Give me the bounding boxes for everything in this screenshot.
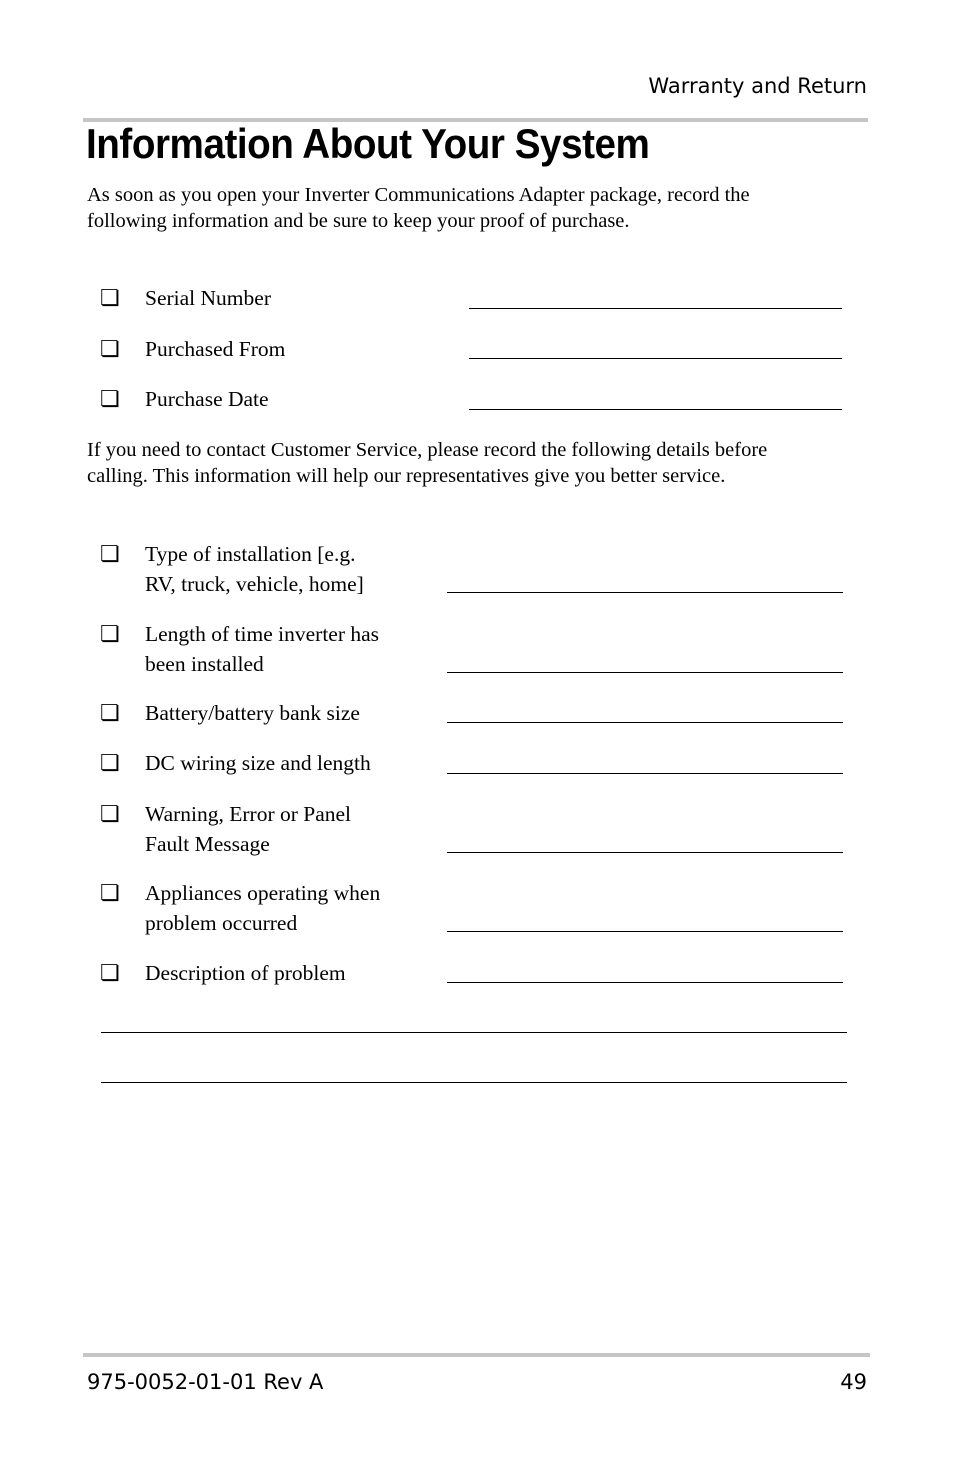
problem-description-extra-line-1[interactable] bbox=[101, 1032, 847, 1033]
item-label: Battery/battery bank size bbox=[145, 701, 360, 725]
checkbox-icon[interactable]: ❏ bbox=[100, 336, 120, 361]
purchased-from-answer-line[interactable] bbox=[469, 358, 842, 359]
checkbox-icon[interactable]: ❏ bbox=[100, 960, 120, 985]
checkbox-icon[interactable]: ❏ bbox=[100, 386, 120, 411]
dc-wiring-answer-line[interactable] bbox=[447, 773, 843, 774]
checkbox-icon[interactable]: ❏ bbox=[100, 880, 120, 905]
installation-type-answer-line[interactable] bbox=[447, 592, 843, 593]
serial-number-answer-line[interactable] bbox=[469, 308, 842, 309]
item-label: Purchase Date bbox=[145, 387, 269, 411]
checkbox-icon[interactable]: ❏ bbox=[100, 801, 120, 826]
fault-message-answer-line[interactable] bbox=[447, 852, 843, 853]
checkbox-icon[interactable]: ❏ bbox=[100, 285, 120, 310]
battery-size-answer-line[interactable] bbox=[447, 722, 843, 723]
item-label: Description of problem bbox=[145, 961, 346, 985]
intro-paragraph-2 bbox=[87, 437, 857, 489]
page-number: 49 bbox=[840, 1370, 867, 1394]
checkbox-icon[interactable]: ❏ bbox=[100, 700, 120, 725]
intro-1-line-1: As soon as you open your Inverter Communications Adapter package, record the bbox=[87, 184, 750, 206]
page-title: Information About Your System bbox=[86, 120, 650, 167]
purchase-date-answer-line[interactable] bbox=[469, 409, 842, 410]
running-header: Warranty and Return bbox=[648, 74, 867, 98]
checkbox-icon[interactable]: ❏ bbox=[100, 621, 120, 646]
intro-2-line-2: calling. This information will help our representatives give you better service. bbox=[87, 465, 726, 487]
checkbox-icon[interactable]: ❏ bbox=[100, 750, 120, 775]
appliances-answer-line[interactable] bbox=[447, 931, 843, 932]
intro-paragraph-1 bbox=[87, 182, 857, 234]
footer-rule bbox=[83, 1353, 870, 1357]
item-label: Length of time inverter has been installed bbox=[145, 622, 380, 676]
item-label: Warning, Error or Panel Fault Message bbox=[145, 802, 352, 856]
intro-2-line-1: If you need to contact Customer Service, please record the following details before bbox=[87, 439, 768, 461]
item-label: Appliances operating when problem occurred bbox=[145, 881, 381, 935]
item-label: Type of installation [e.g. RV, truck, vehicle, home] bbox=[145, 542, 364, 596]
install-duration-answer-line[interactable] bbox=[447, 672, 843, 673]
item-label: Purchased From bbox=[145, 337, 286, 361]
item-label: DC wiring size and length bbox=[145, 751, 371, 775]
item-label: Serial Number bbox=[145, 286, 271, 310]
problem-description-extra-line-2[interactable] bbox=[101, 1082, 847, 1083]
problem-description-answer-line[interactable] bbox=[447, 982, 843, 983]
checkbox-icon[interactable]: ❏ bbox=[100, 541, 120, 566]
intro-1-line-2: following information and be sure to keep your proof of purchase. bbox=[87, 210, 630, 232]
document-number: 975-0052-01-01 Rev A bbox=[87, 1370, 324, 1394]
